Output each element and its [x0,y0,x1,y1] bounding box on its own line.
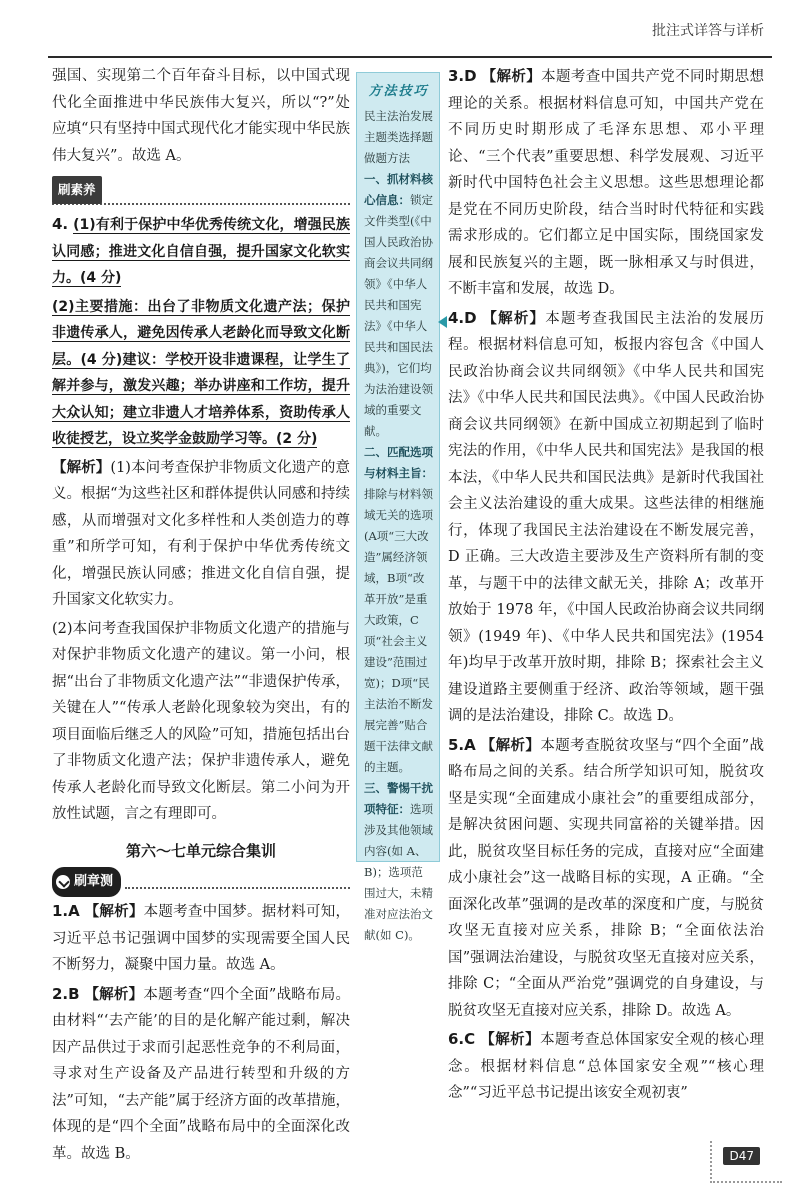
sidebar-step3: 选项涉及其他领域内容(如 A、B)；选项范围过大，未精准对应法治文献(如 C)。 [364,802,433,942]
chapter-tag-bar [52,870,350,894]
q5-number: 5. [448,735,465,754]
q3-number: 3. [448,67,465,85]
q5-item [448,732,764,1025]
left-column [52,63,350,1169]
q4-analysis-1 [52,455,350,614]
q6-number: 6. [448,1030,465,1048]
q1-answer: A [68,902,80,920]
q5-analysis-label: 【解析】 [480,737,541,754]
q2-answer: B [68,984,80,1003]
q3-answer: D [464,67,477,85]
q2-text: 本题考查“四个全面”战略布局。由材料“‘去产能’的目的是化解产能过剩，解决因产品供过于求而引起恶性竞争的不利局面，寻求对生产设备及产品进行转型和升级的方法”可知，“去产能”属于经济方面的改革措施，体现的是“四个全面”战略布局中的全面深化改革。故选 B。 [52,986,351,1162]
page-number: D47 [723,1147,760,1165]
q4r-analysis-label: 【解析】 [482,310,546,327]
q3-item [448,63,764,303]
q5-text: 本题考查脱贫攻坚与“四个全面”战略布局之间的关系。结合所学知识可知，脱贫攻坚是实现“全面建成小康社会”的重要组成部分，是解决贫困问题、实现共同富裕的关键举措。因此，脱贫攻坚目标任务的完成，直接对应“全面建成小康社会”这一战略目标的实现，A 正确。“全面深化改革”强调的是改革的深度和广度，与脱贫攻坚无直接对应关系，排除 B；“全面依法治国”强调法治建设，与脱贫攻坚无直接对应关系，排除 C；“全面从严治党”强调党的自身建设，与脱贫攻坚无直接对应关系，排除 D。故选 A。 [448,737,764,1019]
q2-item [52,981,350,1168]
q4-number: 4. [52,215,69,233]
sidebar-step2: 排除与材料领域无关的选项(A项“三大改造”属经济领域，B项“改革开放”是重大政策，C项“社会主义建设”范围过宽)；D项“民主法治不断发展完善”贴合题干法律文献的主题。 [364,487,433,774]
q2-number: 2. [52,984,69,1003]
sidebar-title: 方法技巧 [368,84,429,99]
sidebar-step1: 锁定文件类型(《中国人民政治协商会议共同纲领》《中华人民共和国宪法》《中华人民共和国民法典》)，它们均为法治建设领域的重要文献。 [364,193,433,438]
sidebar-step3-head: 三、警惕干扰项特征： [364,781,433,816]
q6-text: 本题考查总体国家安全观的核心理念。根据材料信息“总体国家安全观”“核心理念”“习近平总书记提出该安全观初衷” [448,1032,765,1101]
q6-item [448,1026,764,1107]
sidebar-pointer-icon [438,316,447,328]
sidebar-step1-head: 一、抓材料核心信息： [364,172,433,207]
q2-analysis-label: 【解析】 [84,986,144,1003]
section-title: 第六～七单元综合集训 [125,841,276,860]
sidebar-step2-head: 二、匹配选项与材料主旨： [364,445,433,480]
q4r-number: 4. [448,308,465,327]
q3-analysis-label: 【解析】 [481,69,542,85]
q4-analysis-2: (2)本问考查我国保护非物质文化遗产的措施与对保护非物质文化遗产的建议。第一小问，根据“出台了非物质文化遗产法”“非遗保护传承，关键在人”“传承人老龄化现象较为突出，有的项目面临后继乏人的风险”可知，措施包括出台了非物质文化遗产法；保护非遗传承人，避免传承人老龄化而导致文化断层。第二小问为开放性试题，言之有理即可。 [52,620,350,822]
chapter-tag [52,867,121,898]
q1-analysis-label: 【解析】 [84,904,144,920]
right-column [448,63,764,1109]
section-tag-bar [52,179,350,205]
q6-answer: C [464,1030,476,1048]
chapter-tag-label: 刷章测 [74,873,114,889]
q3-text: 本题考查中国共产党不同时期思想理论的关系。根据材料信息可知，中国共产党在不同历史时期形成了毛泽东思想、邓小平理论、“三个代表”重要思想、科学发展观、习近平新时代中国特色社会主义思想。这些思想理论都是党在不同历史阶段，结合当时时代特征和实践需求形成的。它们都立足中国实际，围绕国家发展和民族复兴的主题，既一脉相承又与时俱进，不断丰富和发展，故选 D。 [448,69,765,297]
intro-paragraph: 强国、实现第二个百年奋斗目标，以中国式现代化全面推进中华民族伟大复兴，所以“?”处应填“只有坚持中国式现代化才能实现中华民族伟大复兴”。故选 A。 [52,68,350,164]
q4-analysis-1-text: (1)本问考查保护非物质文化遗产的意义。根据“为这些社区和群体提供认同感和持续感，从而增强对文化多样性和人类创造力的尊重”和所学可知，有利于保护中华优秀传统文化，增强民族认同感；推进文化自信自强，提升国家文化软实力。 [52,459,351,608]
q1-text: 本题考查中国梦。据材料可知，习近平总书记强调中国梦的实现需要全国人民不断努力，凝聚中国力量。故选 A。 [52,904,351,973]
q5-answer: A [464,735,476,754]
q4-answer-2 [52,294,350,453]
dotted-divider [125,875,350,889]
q1-number: 1. [52,902,69,920]
method-tips-sidebar [356,72,440,942]
q4-answer-1 [52,211,350,292]
header-rule [48,56,772,58]
q1-item [52,898,350,979]
q4-answer-2-text: (2)主要措施：出台了非物质文化遗产法；保护非遗传承人，避免因传承人老龄化而导致文化断层。(4 分)建议：学校开设非遗课程，让学生了解并参与，激发兴趣；举办讲座和工作坊，提升大众认知；建立非遗人才培养体系，资助传承人收徒授艺，设立奖学金鼓励学习等。(2 分) [52,298,350,447]
q4r-answer: D [464,308,477,327]
sidebar-intro: 民主法治发展主题类选择题做题方法 [364,109,433,165]
section-tag: 刷素养 [52,176,102,205]
q4r-text: 本题考查我国民主法治的发展历程。根据材料信息可知，板报内容包含《中国人民政治协商会议共同纲领》《中华人民共和国宪法》《中华人民共和国民法典》。《中国人民政治协商会议共同纲领》在新中国成立初期起到了临时宪法的作用，《中华人民共和国宪法》是我国的根本法，《中华人民共和国民法典》是新时代我国社会主义法治建设的重大成果。这些法律的相继施行，体现了我国民主法治建设在不断发展完善，D 正确。三大改造主要涉及生产资料所有制的变革，与题干中的法律文献无关，排除 A；改革开放始于 1978 年，《中国人民政治协商会议共同纲领》(1949 年)、《中华人民共和国宪法》(1954 年)均早于改革开放时期，排除 B；探索社会主义建设道路主要侧重于经济、政治等领域，题干强调的是法治建设，排除 C。故选 D。 [448,310,765,724]
analysis-label: 【解析】 [52,459,111,476]
q6-analysis-label: 【解析】 [480,1032,541,1048]
q4-answer-1-text: (1)有利于保护中华优秀传统文化，增强民族认同感；推进文化自信自强，提升国家文化软实力。(4 分) [52,217,351,286]
page-header: 批注式详答与详析 [652,23,764,39]
q4r-item [448,305,764,730]
check-icon [56,875,70,889]
